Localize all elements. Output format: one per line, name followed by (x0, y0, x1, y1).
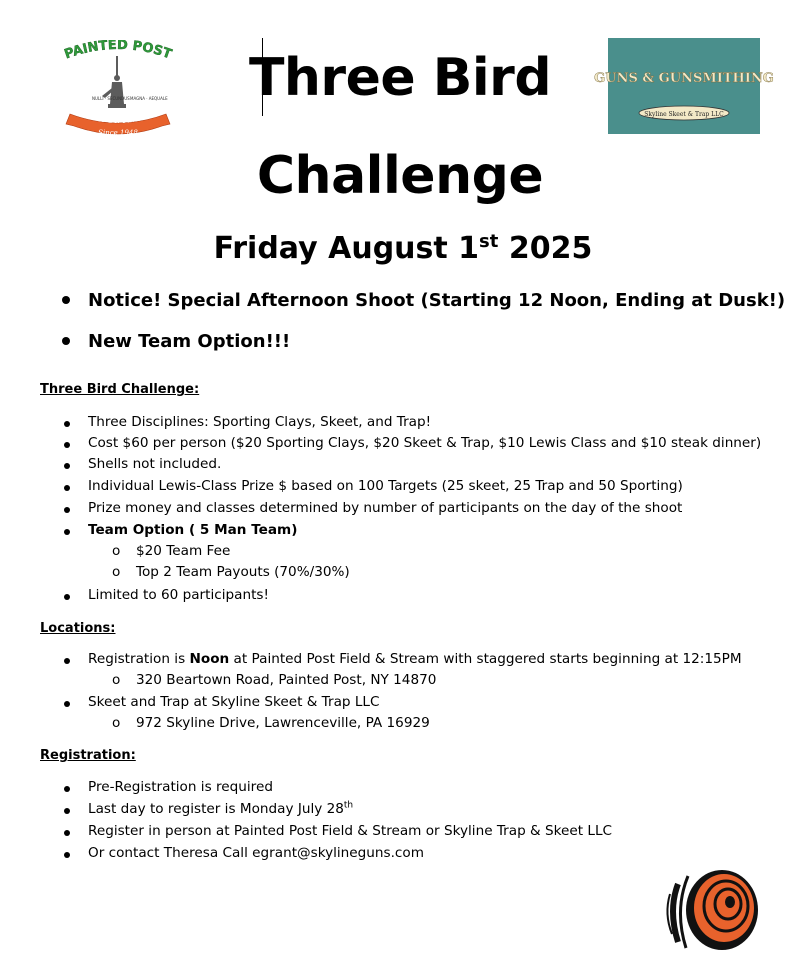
bullet-icon (64, 463, 70, 469)
sub-bullet-icon: o (112, 543, 121, 559)
event-date: Friday August 1st 2025 (213, 231, 593, 266)
section-heading-challenge: Three Bird Challenge: (40, 382, 200, 397)
sub-bullet-icon: o (112, 715, 121, 731)
bullet-icon (64, 852, 70, 858)
bullet-icon (62, 296, 70, 304)
bullet-icon (64, 442, 70, 448)
logo-since-text: Since 1948 (98, 129, 138, 137)
bullet-icon (64, 701, 70, 707)
bullet-icon (64, 808, 70, 814)
svg-text:MAGNA · AEQUALE: MAGNA · AEQUALE (130, 96, 168, 101)
logo-guns-sub: Skyline Skeet & Trap LLC (644, 111, 724, 118)
bullet-icon (64, 421, 70, 427)
bullet-icon (64, 529, 70, 535)
sub-bullet-icon: o (112, 564, 121, 580)
bullet-icon (64, 485, 70, 491)
bullet-icon (64, 830, 70, 836)
clay-target-icon (664, 864, 760, 956)
section-heading-locations: Locations: (40, 621, 116, 636)
title-line-1: Three Bird (248, 48, 552, 108)
bullet-icon (64, 658, 70, 664)
bullet-icon (64, 594, 70, 600)
bullet-icon (64, 786, 70, 792)
bullet-icon (62, 337, 70, 345)
section-heading-registration: Registration: (40, 748, 136, 763)
bullet-icon (64, 507, 70, 513)
logo-guns-title: GUNS & GUNSMITHING (594, 71, 774, 86)
sub-bullet-icon: o (112, 672, 121, 688)
svg-text:NULLI · SECUNDUS: NULLI · SECUNDUS (92, 96, 130, 101)
logo-ribbon-text: eld & Stream Clu (79, 108, 160, 127)
logo-top-text: PAINTED POST (62, 40, 174, 63)
title-line-2: Challenge (256, 146, 544, 206)
